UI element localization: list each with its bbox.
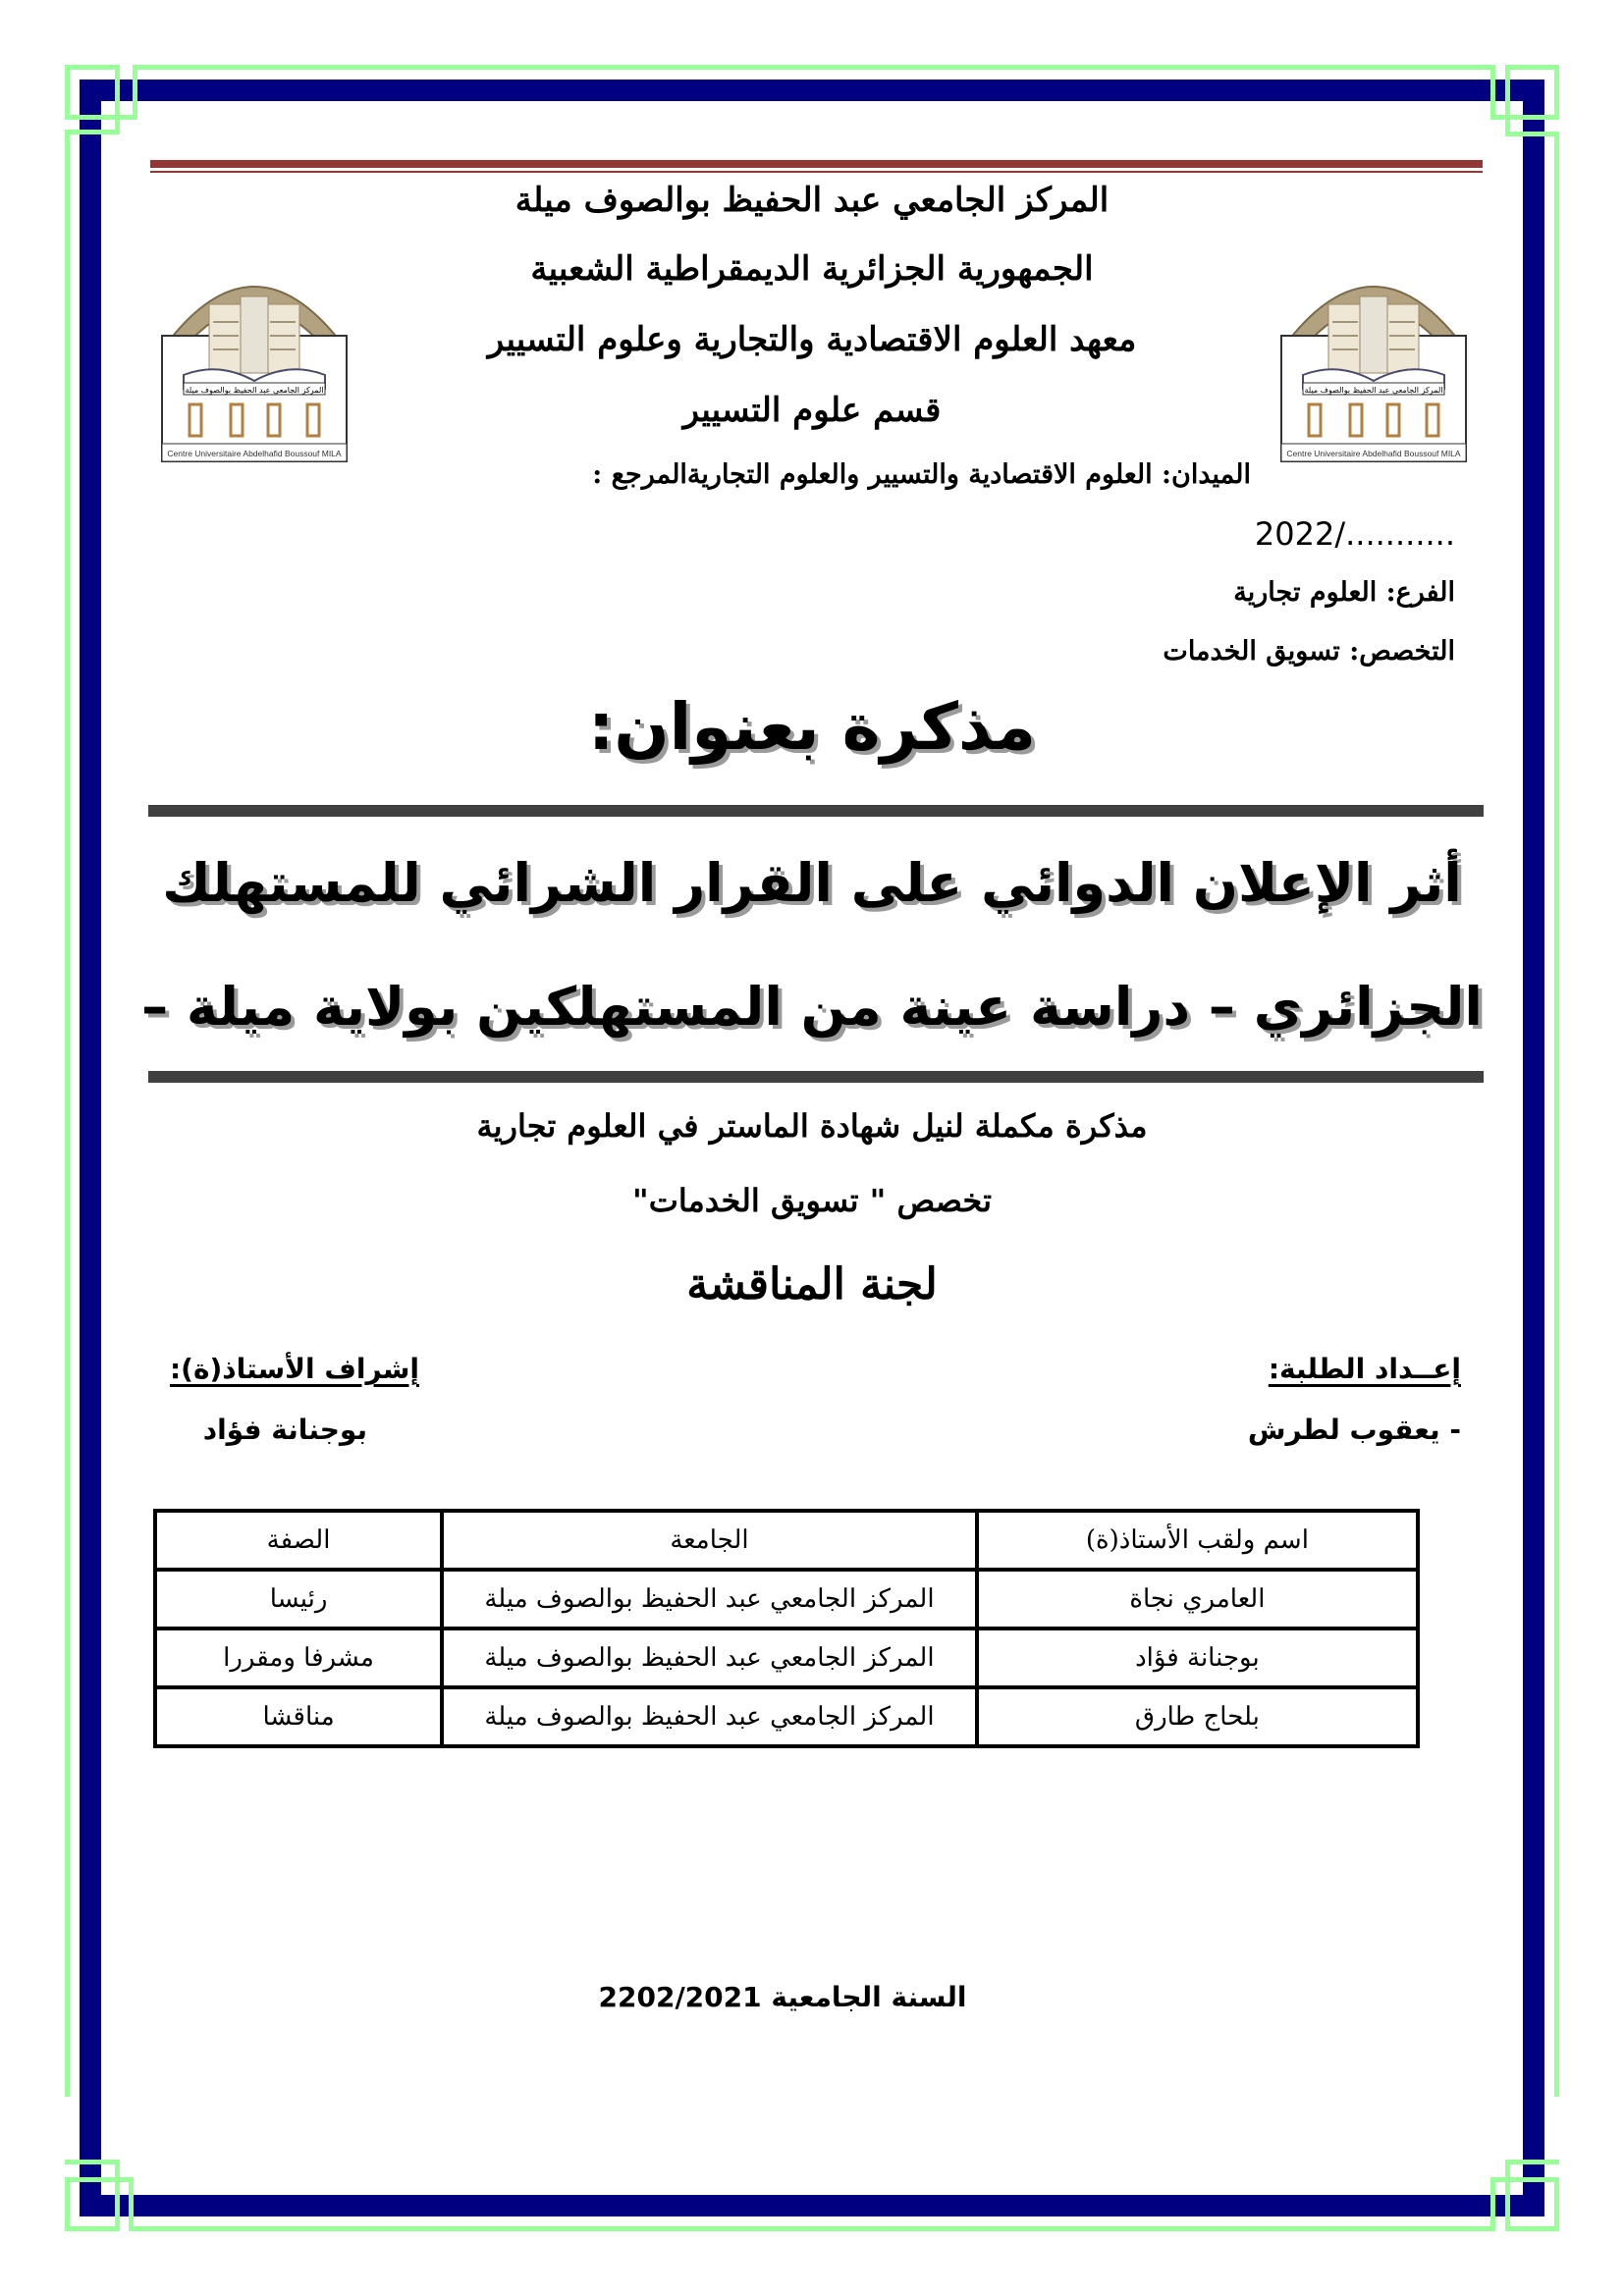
- logo-caption-ar: المركز الجامعي عبد الحفيظ بوالصوف ميلة: [1304, 386, 1443, 395]
- academic-year: السنة الجامعية 2202/2021: [598, 1981, 967, 2013]
- branch: الفرع: العلوم تجارية: [1233, 577, 1455, 608]
- logo-caption-fr: Centre Universitaire Abdelhafid Boussouf MILA: [1286, 449, 1461, 458]
- cell-university: المركز الجامعي عبد الحفيظ بوالصوف ميلة: [442, 1687, 977, 1746]
- header-rule-thin: [150, 171, 1483, 173]
- specialty: التخصص: تسويق الخدمات: [1163, 636, 1455, 667]
- committee-heading: لجنة المناقشة: [686, 1259, 938, 1309]
- table-row: [155, 1687, 1418, 1746]
- corner-ornament-tr-c: [1505, 65, 1559, 136]
- thesis-heading: مذكرة بعنوان:: [587, 689, 1037, 765]
- student-name: - يعقوب لطرش: [1247, 1414, 1461, 1446]
- thesis-title-line-2: الجزائري – دراسة عينة من المستهلكين بولاية ميلة –: [141, 976, 1483, 1038]
- corner-ornament-bl-c: [65, 2160, 120, 2231]
- department-name: قسم علوم التسيير: [682, 391, 942, 430]
- col-header-name: اسم ولقب الأستاذ(ة): [977, 1511, 1418, 1570]
- col-header-role: الصفة: [155, 1511, 442, 1570]
- jury-table: [153, 1509, 1420, 1748]
- border-navy-top: [80, 80, 1544, 101]
- cell-role: مناقشا: [155, 1687, 442, 1746]
- border-navy-bottom: [80, 2195, 1544, 2216]
- corner-ornament-tl-c: [65, 65, 120, 134]
- thesis-purpose: مذكرة مكملة لنيل شهادة الماستر في العلوم تجارية: [476, 1107, 1148, 1145]
- corner-ornament-br-c: [1505, 2160, 1559, 2231]
- institution-name: المركز الجامعي عبد الحفيظ بوالصوف ميلة: [514, 181, 1110, 220]
- thesis-specialty: تخصص " تسويق الخدمات": [632, 1182, 992, 1219]
- university-logo-right: [1279, 263, 1468, 463]
- border-green-top: [133, 65, 1492, 70]
- header-rule-thick: [150, 160, 1483, 168]
- student-label: إعــداد الطلبة:: [1268, 1353, 1461, 1385]
- university-logo-left: [160, 263, 349, 463]
- institute-name: معهد العلوم الاقتصادية والتجارية وعلوم التسيير: [487, 320, 1137, 359]
- col-header-university: الجامعة: [442, 1511, 977, 1570]
- cell-university: المركز الجامعي عبد الحفيظ بوالصوف ميلة: [442, 1570, 977, 1629]
- cell-role: رئيسا: [155, 1570, 442, 1629]
- supervisor-name: بوجنانة فؤاد: [202, 1414, 367, 1446]
- cell-university: المركز الجامعي عبد الحفيظ بوالصوف ميلة: [442, 1629, 977, 1687]
- table-row: [155, 1629, 1418, 1687]
- border-green-bottom: [131, 2226, 1492, 2231]
- title-bar-bottom: [148, 1071, 1484, 1083]
- title-bar-top: [148, 805, 1484, 817]
- reference-number: 2022/...........: [1254, 515, 1455, 553]
- supervisor-label: إشراف الأستاذ(ة):: [169, 1353, 419, 1385]
- jury-table-header: [155, 1511, 1418, 1570]
- cell-role: مشرفا ومقررا: [155, 1629, 442, 1687]
- logo-caption-fr: Centre Universitaire Abdelhafid Boussouf MILA: [167, 449, 342, 458]
- cell-name: بلحاج طارق: [977, 1687, 1418, 1746]
- field-and-reference: الميدان: العلوم الاقتصادية والتسيير والعلوم التجاريةالمرجع :: [592, 459, 1251, 490]
- cell-name: العامري نجاة: [977, 1570, 1418, 1629]
- thesis-title-line-1: أثر الإعلان الدوائي على القرار الشرائي للمستهلك: [162, 852, 1462, 914]
- cell-name: بوجنانة فؤاد: [977, 1629, 1418, 1687]
- republic-name: الجمهورية الجزائرية الديمقراطية الشعبية: [530, 249, 1094, 289]
- table-row: [155, 1570, 1418, 1629]
- logo-caption-ar: المركز الجامعي عبد الحفيظ بوالصوف ميلة: [185, 386, 324, 395]
